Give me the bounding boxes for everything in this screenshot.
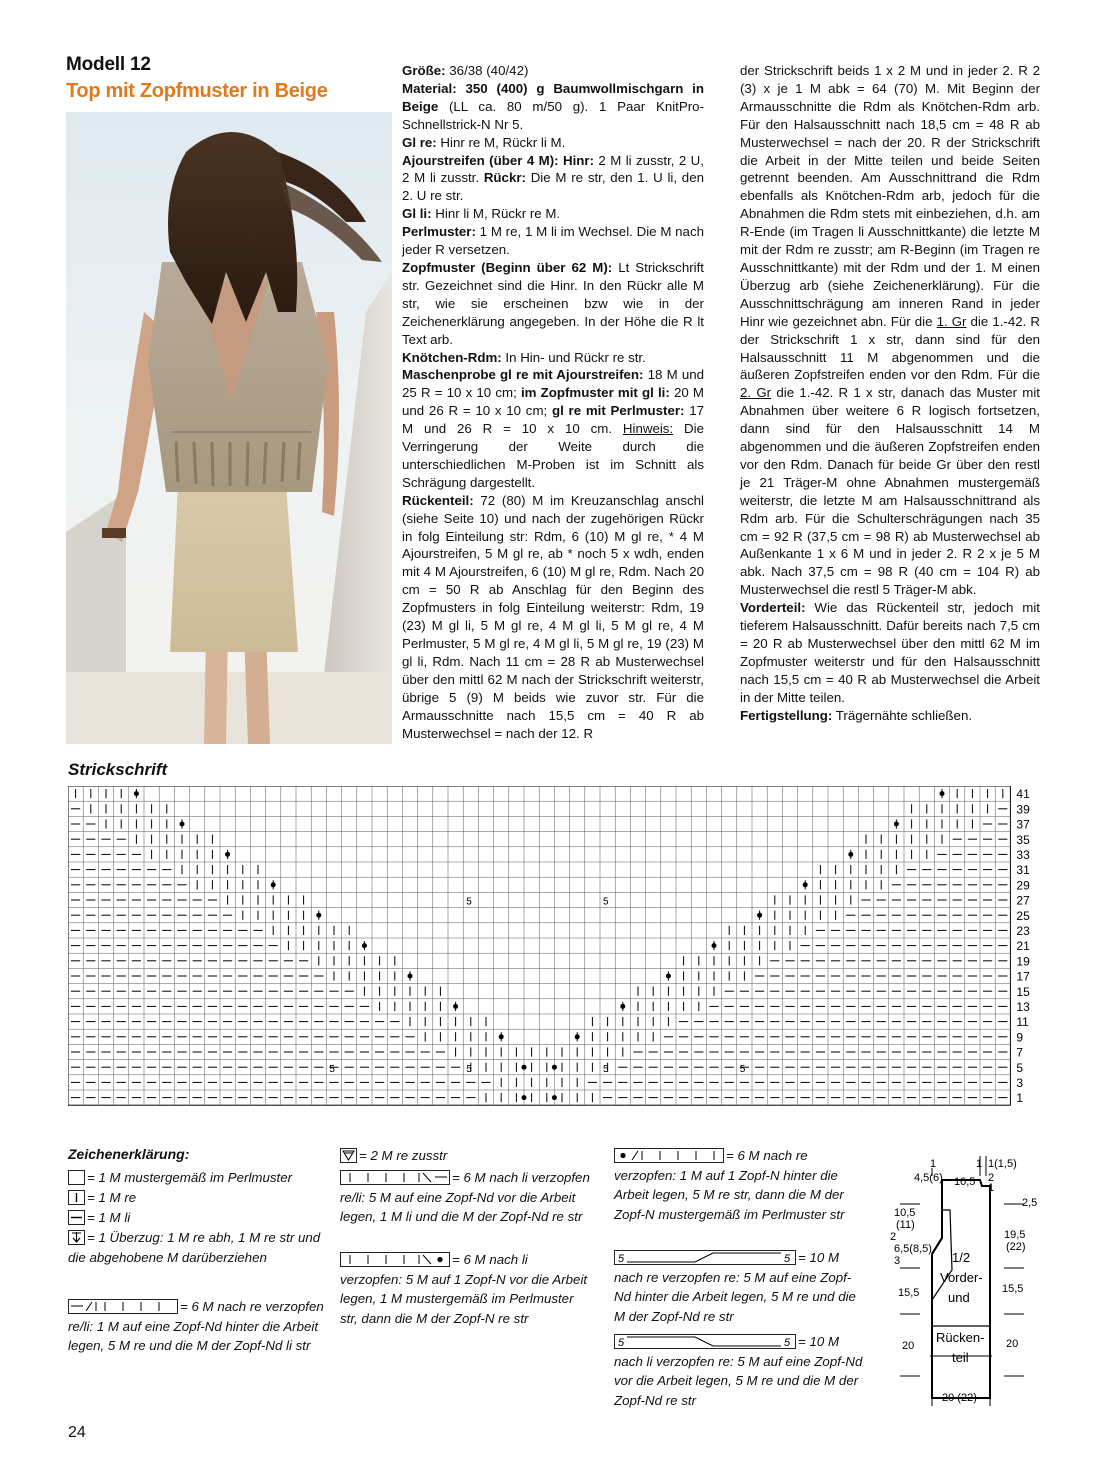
- legend-item-cable-left-purl: = 6 M nach li verzopfen re/li: 5 M auf eine Zopf-Nd vor die Arbeit legen, 1 M li und die M der Zopf-Nd re str: [340, 1170, 590, 1224]
- seed-dot: [225, 852, 230, 857]
- dim-top-left-1: 1: [930, 1158, 937, 1170]
- knit-stitch-icon: [68, 1190, 85, 1205]
- dim-left-155: 15,5: [898, 1287, 920, 1299]
- cable-marker: 5: [603, 1063, 609, 1075]
- cable-10-right-icon: [614, 1250, 796, 1265]
- cable-marker: 5: [603, 896, 609, 908]
- cable-6-left-seed-icon: [340, 1252, 450, 1267]
- dim-bottom: 20 (22): [942, 1392, 977, 1404]
- purl-stitch-icon: [68, 1210, 85, 1225]
- dim-top-r4: 1: [988, 1182, 995, 1194]
- cable-pattern-paragraph: Zopfmuster (Beginn über 62 M): Lt Strickschrift str. Gezeichnet sind die Hinr. In den Rückr alle M str, wie sie erscheinen bzw wie in der Zeichenerklärung angegeben. In der Höhe die R lt Text arb.: [402, 259, 704, 347]
- dim-left-2: 2: [890, 1231, 897, 1243]
- row-label: 41: [1016, 787, 1030, 802]
- row-label: 13: [1016, 1000, 1030, 1014]
- row-label: 9: [1016, 1030, 1024, 1045]
- dim-left-3: 3: [894, 1255, 901, 1267]
- legend-item-slipover: = 1 Überzug: 1 M re abh, 1 M re str und die abgehobene M darüberziehen: [68, 1230, 321, 1265]
- empty-square-icon: [68, 1170, 85, 1185]
- dim-right-195: 19,5: [1004, 1229, 1026, 1241]
- row-label: 3: [1016, 1076, 1024, 1090]
- gauge-paragraph: Maschenprobe gl re mit Ajourstreifen: 18 M und 25 R = 10 x 10 cm; im Zopfmuster mit gl li: 20 M und 26 R = 10 x 10 cm; gl re mit Perlmuster: 17 M und 26 R = 10 x 10 cm. Hinweis: Die Verringerung der Weite durch die unterschiedlichen M-Proben ist im Schnitt als Schrägung dargestellt.: [402, 367, 704, 490]
- row-label: 15: [1016, 984, 1030, 999]
- seed-dot: [848, 852, 853, 857]
- seed-dot: [575, 1034, 580, 1039]
- front-paragraph: Vorderteil: Wie das Rückenteil str, jedoch mit tieferem Halsausschnitt. Dafür bereits nach 7,5 cm = 20 R ab Musterwechsel über den mittl 62 M im Zopfmuster weiterstr und für den Halsausschnitt nach 15,5 cm = 40 R ab Musterwechsel die Arbeit in der Mitte teilen.: [740, 600, 1040, 705]
- row-label: 23: [1016, 924, 1030, 938]
- row-label: 37: [1016, 817, 1030, 832]
- cable-6-right-purl-icon: [68, 1299, 178, 1314]
- reverse-stockinette-paragraph: Gl li: Hinr li M, Rückr re M.: [402, 206, 561, 222]
- back-continued-paragraph: der Strickschrift beids 1 x 2 M und in jeder 2. R 2 (3) x je 1 M abk = 64 (70) M. Mit Beginn der Armausschnitte die Rdm als Knötchen-Rdm arb. Für den Halsausschnitt nach 18,5 cm = 48 R ab Musterwechsel = nach der 20. R der Strickschrift die Arbeit in der Mitte teilen und beide Seiten getrennt beenden. Am Ausschnittrand die Rdm ebenfalls als Knötchen-Rdm arb, jedoch für die Abnahmen die Rdm stets mit einbeziehen, d.h. am R-Ende (im Tragen li Ausschnittkante) die letzte M mit der Rdm re zusstr; am R-Beginn (im Tragen re Ausschnittkante) mit der Rdm und der 1. M einen Überzug arb (siehe Zeichenerklärung). Für die Ausschnittschrägung am inneren Rand in jeder Hinr wie gezeichnet abn. Für die 1. Gr die 1.-42. R der Strickschrift 1 x str, dann sind für den Halsausschnitt 11 M abgenommen und die äußeren Zopfstreifen enden vor den Rdm. Für die 2. Gr die 1.-42. R 1 x str, danach das Muster mit Abnahmen über weitere 6 R logisch fortsetzen, dann sind für den Halsausschnitt 14 M abgenommen und die äußeren Zopfstreifen enden vor den Rdm. Danach für beide Gr über den restl je 21 Träger-M ohne Abnahmen mustergemäß weiterstr, die letzte M am Halsausschnittrand als Rdm arb. Für die Schulterschrägungen nach 35 cm = 92 R (37,5 cm = 98 R) ab Musterwechsel ab Außenkante 1 x 6 M und in jeder 2. R 2 x je 5 M abk. Nach 37,5 cm = 98 R (40 cm = 104 R) ab Musterwechsel die restl 5 Träger-M abk.: [740, 63, 1040, 598]
- dim-left-20: 20: [902, 1340, 915, 1352]
- dim-top-r2: 1(1,5): [988, 1158, 1017, 1170]
- row-label: 17: [1016, 969, 1030, 984]
- piece-label-1: 1/2: [952, 1250, 971, 1265]
- back-paragraph: Rückenteil: 72 (80) M im Kreuzanschlag anschl (siehe Seite 10) und nach der zugehörigen Rückr in folg Einteilung str: Rdm, 6 (10) M gl re, * 4 M Ajourstreifen, 5 M gl re, ab * noch 5 x wdh, enden mit 4 M Ajourstreifen, 6 (10) M gl re, Rdm. Nach 20 cm = 50 R ab Anschlag für den Beginn des Zopfmusters in folg Einteilung weiterstr: Rdm, 19 (23) M gl li, 5 M gl re, 4 M gl li, 5 M gl re, 4 M Perlmuster, 5 M gl re, 4 M gl li, 5 M gl re, 19 (23) M gl li, Rdm. Nach 11 cm = 28 R ab Musterwechsel über den mittl 62 M nach der Strickschrift weiterstr, übrige 5 (9) M beids wie zuvor str. Für die Armausschnitte nach 15,5 cm = 40 R ab Musterwechsel = nach der 12. R: [402, 492, 704, 741]
- seed-dot: [499, 1034, 504, 1039]
- seed-dot: [940, 791, 945, 796]
- dim-right-25: 2,5: [1022, 1197, 1038, 1209]
- model-photo-icon: [66, 112, 392, 744]
- page-number: 24: [68, 1424, 86, 1441]
- dim-left-105: 10,5: [894, 1207, 916, 1219]
- seed-dot: [666, 974, 671, 979]
- row-label: 31: [1016, 863, 1030, 878]
- size-paragraph: Größe: 36/38 (40/42): [402, 63, 529, 78]
- svg-text:5: 5: [618, 1253, 625, 1264]
- row-label: 5: [1016, 1060, 1024, 1075]
- legend-item-purl: = 1 M li: [68, 1208, 328, 1228]
- svg-text:5: 5: [784, 1337, 791, 1348]
- dim-right-22: (22): [1006, 1241, 1026, 1253]
- row-label: 19: [1016, 954, 1030, 969]
- dim-right-155: 15,5: [1002, 1283, 1024, 1295]
- seed-stitch-paragraph: Perlmuster: 1 M re, 1 M li im Wechsel. Die M nach jeder R versetzen.: [402, 224, 704, 258]
- seed-dot: [316, 913, 321, 918]
- dim-top-r1: 1: [976, 1158, 983, 1170]
- stockinette-paragraph: Gl re: Hinr re M, Rückr li M.: [402, 134, 566, 150]
- cable-10-left-icon: [614, 1334, 796, 1349]
- chart-title: Strickschrift: [68, 760, 168, 779]
- cable-marker: 5: [329, 1063, 335, 1075]
- cable-marker: 5: [466, 896, 472, 908]
- legend-item-cable-10-left: 5 5 = 10 M nach li verzopfen re: 5 M auf eine Zopf-Nd vor die Arbeit legen, 5 M re und die M der Zopf-Nd re str: [614, 1334, 863, 1408]
- svg-text:5: 5: [784, 1253, 791, 1264]
- row-label: 7: [1016, 1045, 1024, 1060]
- model-number: Modell 12: [66, 54, 151, 75]
- piece-label-5: teil: [952, 1350, 969, 1365]
- cable-marker: 5: [739, 1063, 746, 1075]
- legend-item-perl: = 1 M mustergemäß im Perlmuster: [68, 1168, 328, 1188]
- seed-dot: [757, 913, 762, 918]
- legend-item-cable-10-right: 5 5 = 10 M nach re verzopfen re: 5 M auf eine Zopf-Nd hinter die Arbeit legen, 5 M re und die M der Zopf-Nd re str: [614, 1250, 856, 1324]
- row-label: 27: [1016, 893, 1030, 908]
- dim-top-r3: 2: [988, 1172, 995, 1184]
- seed-dot: [453, 1004, 458, 1009]
- piece-label-2: Vorder-: [940, 1270, 983, 1285]
- legend-item-k2tog: = 2 M re zusstr: [340, 1146, 590, 1166]
- seed-dot: [620, 1004, 625, 1009]
- seed-dot: [271, 882, 276, 887]
- seed-dot: [362, 943, 367, 948]
- material-paragraph: Material: 350 (400) g Baumwollmischgarn in Beige (LL ca. 80 m/50 g). 1 Paar KnitPro-Schnellstrick-N Nr 5.: [402, 80, 704, 132]
- dim-right-20: 20: [1006, 1338, 1019, 1350]
- row-label: 39: [1016, 802, 1030, 817]
- slip-over-icon: [68, 1230, 85, 1245]
- dim-top-left: 4,5(6): [914, 1172, 943, 1184]
- seed-dot: [180, 822, 185, 827]
- seed-dot: [408, 974, 413, 979]
- seed-dot: [894, 822, 899, 827]
- cable-6-left-purl-icon: [340, 1170, 450, 1185]
- seed-dot: [552, 1065, 557, 1070]
- piece-label-4: Rücken-: [936, 1330, 985, 1345]
- row-label: 1: [1016, 1091, 1024, 1106]
- edge-paragraph: Knötchen-Rdm: In Hin- und Rückr re str.: [402, 349, 646, 365]
- seed-dot: [522, 1065, 527, 1070]
- garment-schematic: [880, 1150, 1060, 1415]
- legend-item-cable-right-seed: = 6 M nach re verzopfen: 1 M auf 1 Zopf-N hinter die Arbeit legen, 5 M re str, dann die M der Zopf-N mustergemäß im Perlmuster str: [614, 1148, 845, 1222]
- row-label: 21: [1016, 939, 1030, 954]
- seed-dot: [803, 882, 808, 887]
- row-label: 25: [1016, 908, 1030, 923]
- seed-dot: [712, 943, 717, 948]
- cable-6-right-seed-icon: [614, 1148, 724, 1163]
- cable-marker: 5: [466, 1063, 472, 1075]
- row-label: 33: [1016, 848, 1030, 862]
- row-label: 11: [1016, 1015, 1029, 1030]
- dim-left-11: (11): [896, 1219, 915, 1231]
- legend-item-knit: = 1 M re: [68, 1188, 328, 1208]
- row-label: 29: [1016, 878, 1030, 893]
- seed-dot: [522, 1095, 527, 1100]
- svg-text:5: 5: [618, 1337, 625, 1348]
- seed-dot: [552, 1095, 557, 1100]
- instructions-column-1: [402, 62, 704, 742]
- dim-left-65: 6,5(8,5): [894, 1243, 932, 1255]
- row-label: 35: [1016, 832, 1030, 847]
- page-title: Top mit Zopfmuster in Beige: [66, 80, 328, 102]
- instructions-column-2: [740, 62, 1040, 725]
- legend-title: Zeichenerklärung:: [68, 1146, 190, 1162]
- finishing-paragraph: Fertigstellung: Trägernähte schließen.: [740, 707, 973, 723]
- dim-top-mid: 10,5: [954, 1176, 976, 1188]
- seed-dot: [134, 791, 139, 796]
- legend-item-cable-right-purl: = 6 M nach re verzopfen re/li: 1 M auf eine Zopf-Nd hinter die Arbeit legen, 5 M re und die M der Zopf-Nd li str: [68, 1299, 324, 1353]
- legend-item-cable-left-seed: = 6 M nach li verzopfen: 5 M auf 1 Zopf-N vor die Arbeit legen, 1 M mustergemäß im Perlmuster str, dann die M der Zopf-N re str: [340, 1252, 588, 1326]
- knitting-chart: [68, 786, 1048, 1113]
- k2tog-icon: [340, 1148, 357, 1163]
- piece-label-3: und: [948, 1290, 970, 1305]
- eyelet-paragraph: Ajourstreifen (über 4 M): Hinr: 2 M li zusstr, 2 U, 2 M li zusstr. Rückr: Die M re str, den 1. U li, den 2. U re str.: [402, 152, 704, 204]
